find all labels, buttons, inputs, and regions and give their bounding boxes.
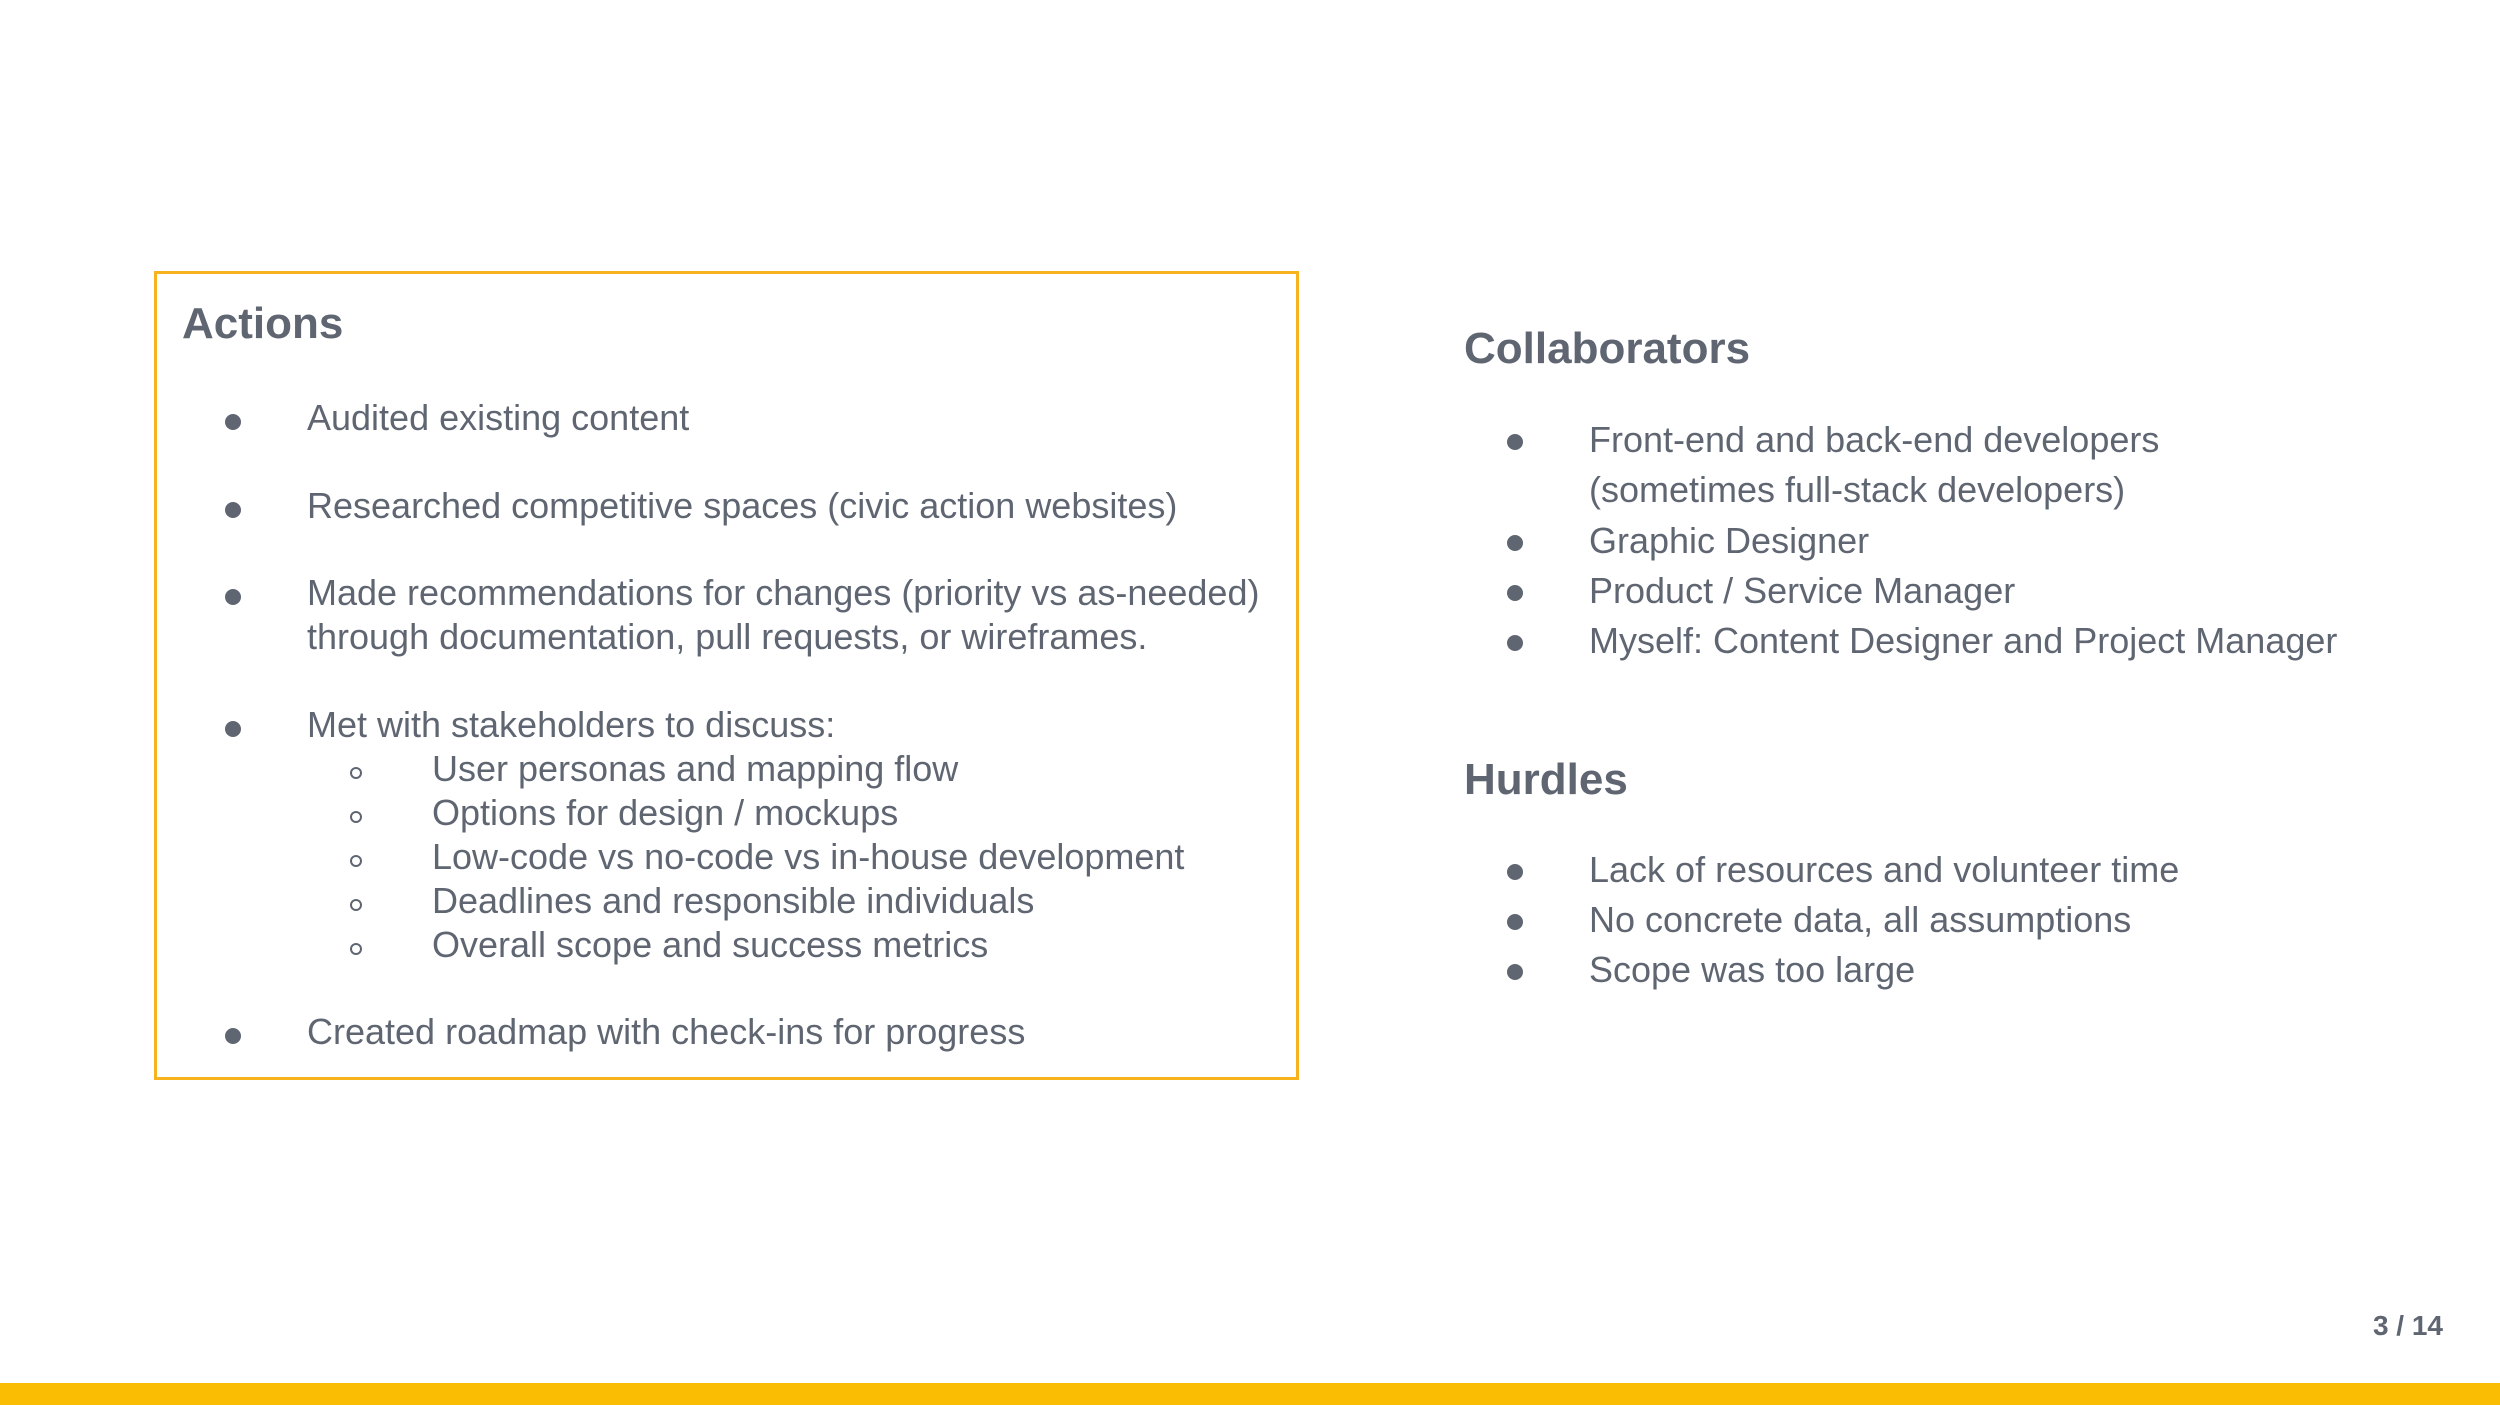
bullet-icon	[1507, 434, 1523, 450]
bullet-icon	[1507, 964, 1523, 980]
collaborators-item-developers-line2: (sometimes full-stack developers)	[1589, 469, 2126, 510]
hurdles-item-resources: Lack of resources and volunteer time	[1589, 849, 2180, 890]
actions-subitem-low-code: Low-code vs no-code vs in-house development	[432, 836, 1185, 877]
hurdles-item-scope: Scope was too large	[1589, 949, 1916, 990]
bullet-icon	[225, 589, 241, 605]
bullet-icon	[1507, 635, 1523, 651]
sub-bullet-icon	[350, 767, 362, 779]
collaborators-heading: Collaborators	[1464, 324, 1751, 373]
actions-panel	[154, 271, 1299, 1080]
sub-bullet-icon	[350, 899, 362, 911]
actions-subitem-deadlines: Deadlines and responsible individuals	[432, 880, 1035, 921]
bullet-icon	[1507, 914, 1523, 930]
actions-item-researched: Researched competitive spaces (civic action websites)	[307, 485, 1178, 526]
bullet-icon	[1507, 585, 1523, 601]
hurdles-item-no-data: No concrete data, all assumptions	[1589, 899, 2132, 940]
bullet-icon	[225, 502, 241, 518]
bullet-icon	[1507, 864, 1523, 880]
actions-item-recommendations-line2: through documentation, pull requests, or wireframes.	[307, 616, 1148, 657]
hurdles-heading: Hurdles	[1464, 755, 1628, 804]
sub-bullet-icon	[350, 943, 362, 955]
actions-item-met-stakeholders: Met with stakeholders to discuss:	[307, 704, 836, 745]
actions-item-recommendations-line1: Made recommendations for changes (priority vs as-needed)	[307, 572, 1260, 613]
collaborators-item-developers-line1: Front-end and back-end developers	[1589, 419, 2160, 460]
collaborators-item-myself: Myself: Content Designer and Project Manager	[1589, 620, 2338, 661]
actions-subitem-scope-metrics: Overall scope and success metrics	[432, 924, 989, 965]
bottom-accent-bar	[0, 1383, 2500, 1405]
collaborators-item-product-manager: Product / Service Manager	[1589, 570, 2016, 611]
collaborators-item-graphic-designer: Graphic Designer	[1589, 520, 1870, 561]
actions-subitem-design-options: Options for design / mockups	[432, 792, 899, 833]
actions-item-audited: Audited existing content	[307, 397, 690, 438]
bullet-icon	[1507, 535, 1523, 551]
bullet-icon	[225, 721, 241, 737]
actions-heading: Actions	[182, 299, 344, 348]
page-number: 3 / 14	[2372, 1310, 2443, 1341]
sub-bullet-icon	[350, 811, 362, 823]
bullet-icon	[225, 1028, 241, 1044]
sub-bullet-icon	[350, 855, 362, 867]
actions-item-roadmap: Created roadmap with check-ins for progress	[307, 1011, 1026, 1052]
bullet-icon	[225, 414, 241, 430]
actions-subitem-personas: User personas and mapping flow	[432, 748, 959, 789]
